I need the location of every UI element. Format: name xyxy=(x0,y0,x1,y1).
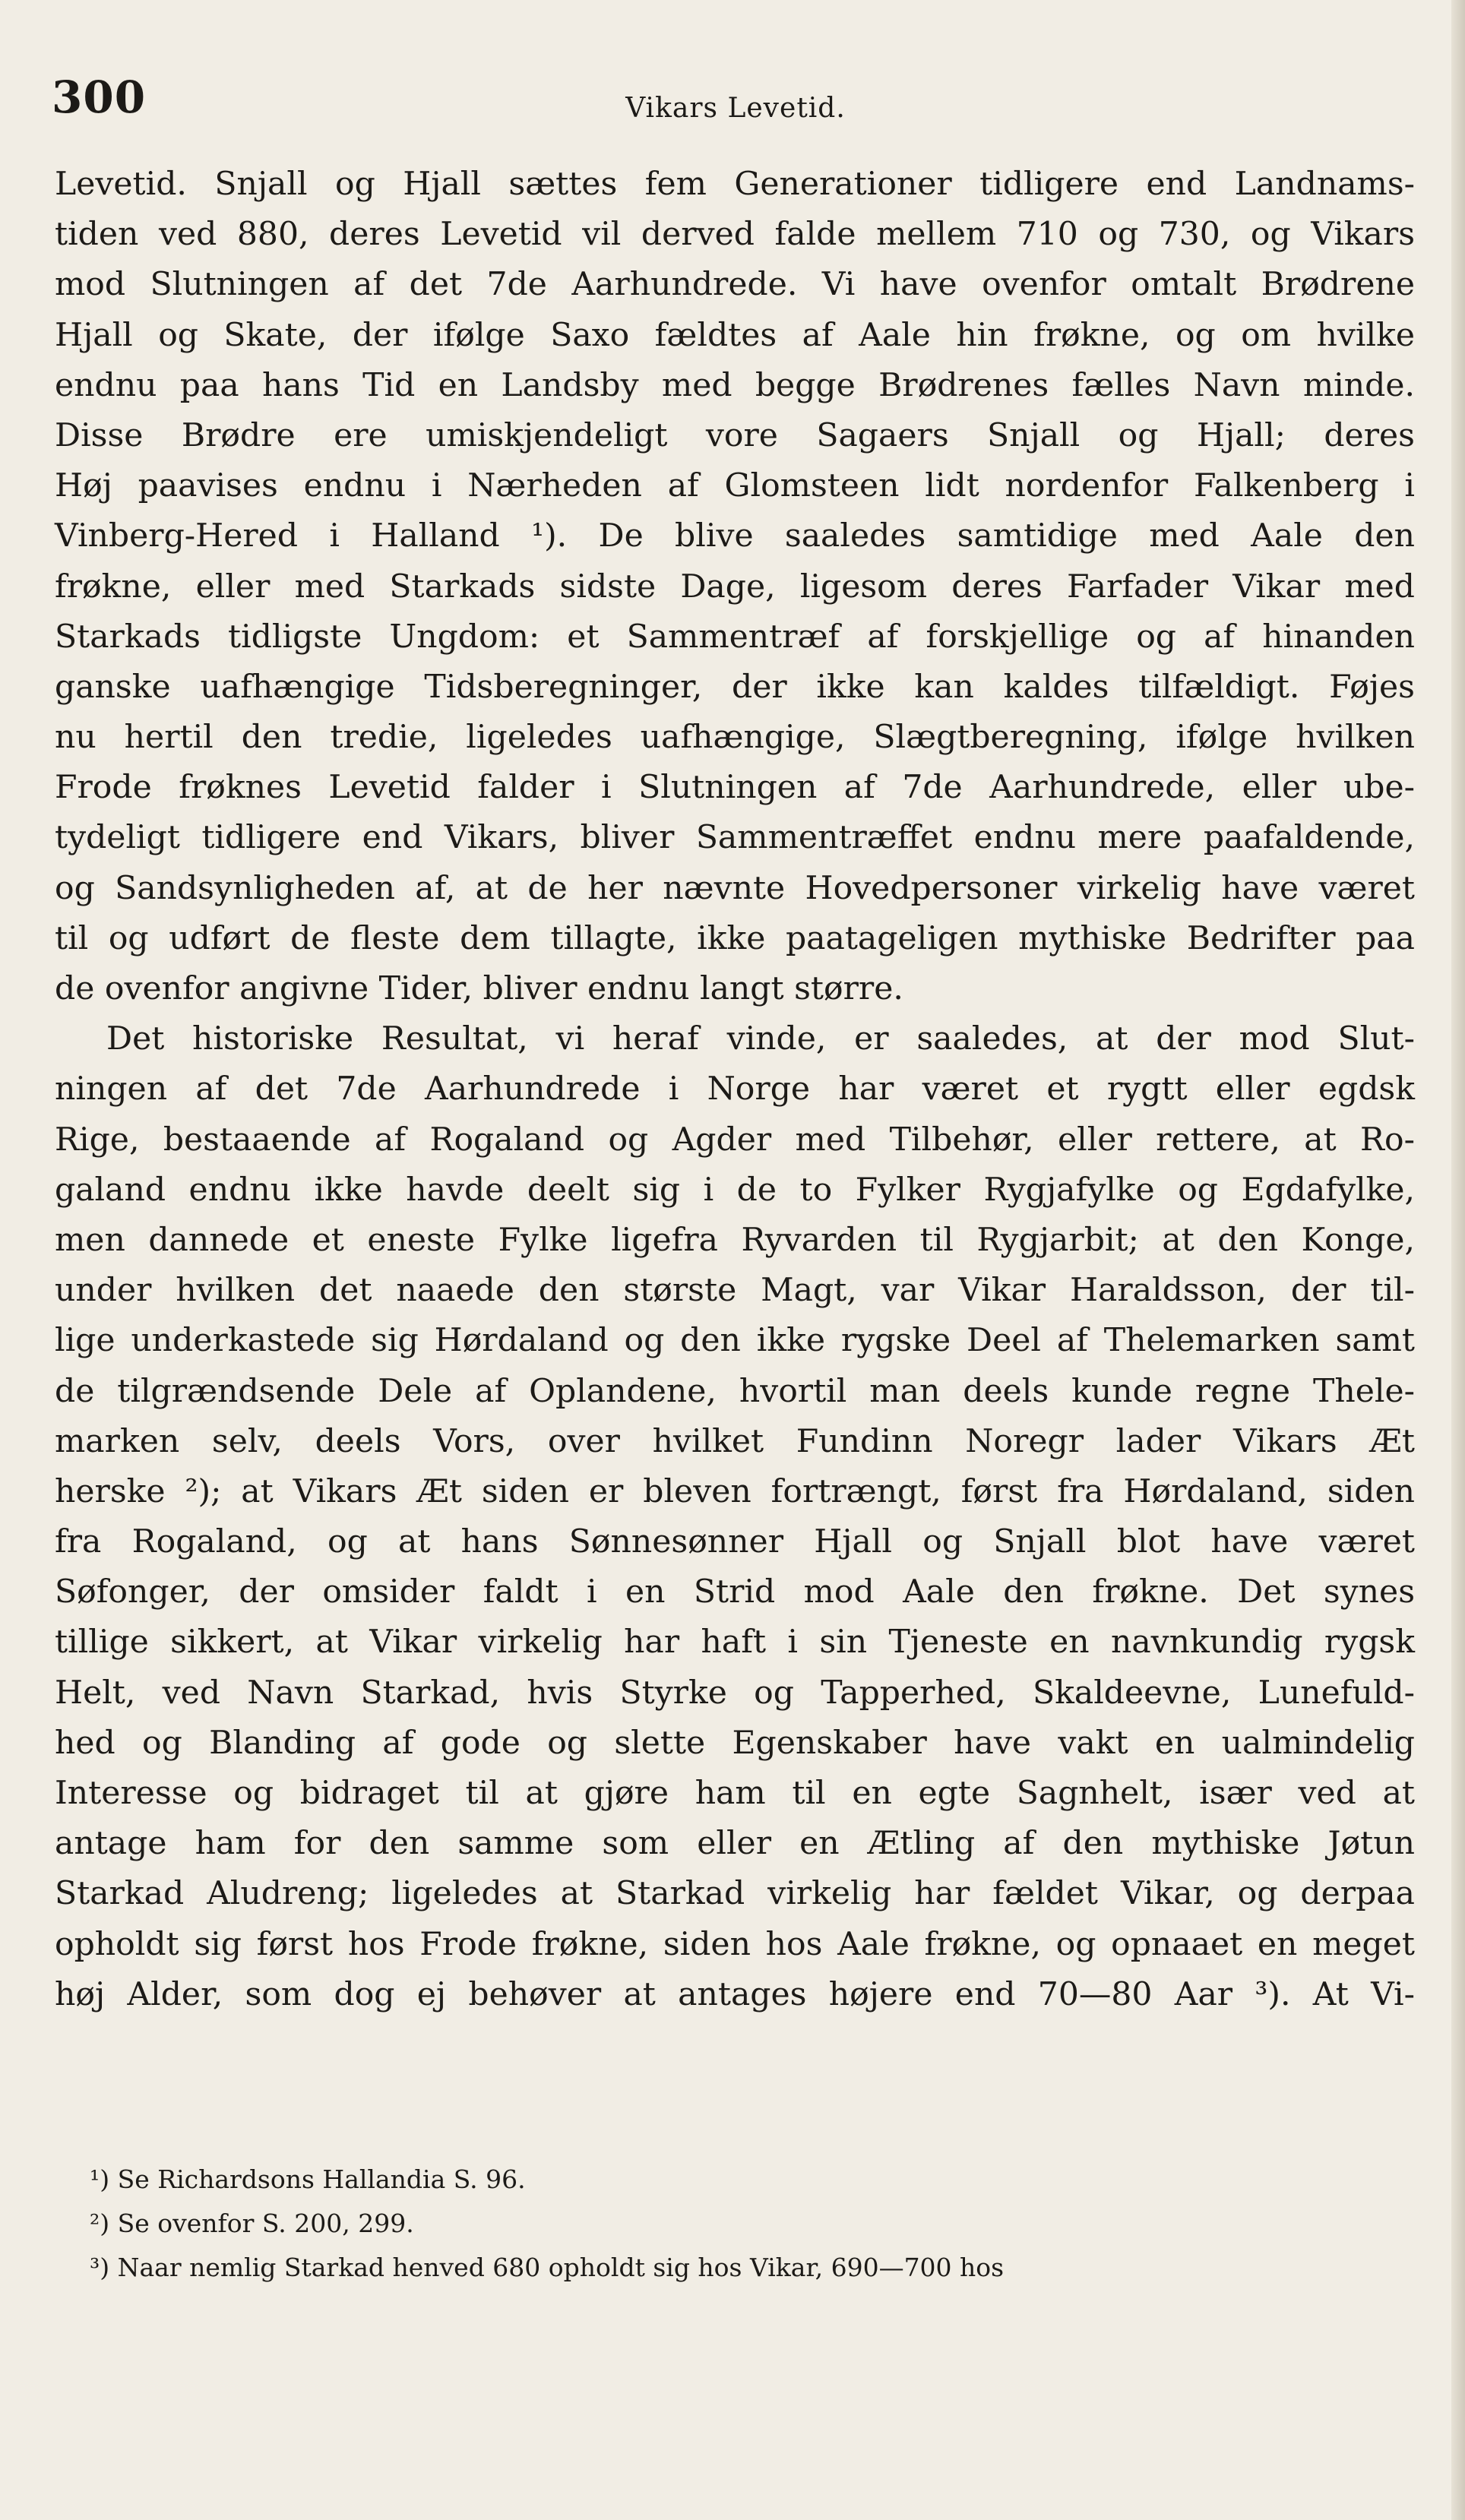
text-line: mod Slutningen af det 7de Aarhundrede. Vi have ovenfor omtalt Brødrene xyxy=(55,266,1415,304)
page-edge-shadow xyxy=(1451,0,1465,2520)
text-line: frøkne, eller med Starkads sidste Dage, ligesom deres Farfader Vikar med xyxy=(55,568,1415,605)
running-head: Vikars Levetid. xyxy=(625,93,846,124)
paragraph-end-line: de ovenfor angivne Tider, bliver endnu langt større. xyxy=(55,970,903,1007)
text-line: Starkad Aludreng; ligeledes at Starkad virkelig har fældet Vikar, og derpaa xyxy=(55,1875,1415,1913)
text-line: Starkads tidligste Ungdom: et Sammentræf af forskjellige og af hinanden xyxy=(55,618,1415,656)
text-line: Vinberg-Hered i Halland ¹). De blive saaledes samtidige med Aale den xyxy=(55,517,1415,555)
text-line: endnu paa hans Tid en Landsby med begge Brødrenes fælles Navn minde. xyxy=(55,366,1415,404)
text-line: tiden ved 880, deres Levetid vil derved falde mellem 710 og 730, og Vikars xyxy=(55,216,1415,254)
text-line: tydeligt tidligere end Vikars, bliver Sammentræffet endnu mere paafaldende, xyxy=(55,819,1415,857)
text-line: og Sandsynligheden af, at de her nævnte Hovedpersoner virkelig have været xyxy=(55,869,1415,907)
text-line: Helt, ved Navn Starkad, hvis Styrke og Tapperhed, Skaldeevne, Lunefuld- xyxy=(55,1674,1415,1712)
text-line: ganske uafhængige Tidsberegninger, der ikke kan kaldes tilfældigt. Føjes xyxy=(55,668,1415,706)
text-line: Frode frøknes Levetid falder i Slutningen af 7de Aarhundrede, eller ube- xyxy=(55,769,1415,807)
text-line: under hvilken det naaede den største Magt, var Vikar Haraldsson, der til- xyxy=(55,1272,1415,1310)
text-line: galand endnu ikke havde deelt sig i de to Fylker Rygjafylke og Egdafylke, xyxy=(55,1171,1415,1209)
text-line: Disse Brødre ere umiskjendeligt vore Sagaers Snjall og Hjall; deres xyxy=(55,416,1415,454)
text-line: hed og Blanding af gode og slette Egenskaber have vakt en ualmindelig xyxy=(55,1724,1415,1762)
page-number: 300 xyxy=(52,71,147,123)
text-line: Rige, bestaaende af Rogaland og Agder med Tilbehør, eller rettere, at Ro- xyxy=(55,1121,1415,1159)
footnote: ²) Se ovenfor S. 200, 299. xyxy=(90,2209,414,2238)
text-line: men dannede et eneste Fylke ligefra Ryvarden til Rygjarbit; at den Konge, xyxy=(55,1221,1415,1259)
text-line: til og udført de fleste dem tillagte, ikke paatageligen mythiske Bedrifter paa xyxy=(55,919,1415,957)
text-line: herske ²); at Vikars Æt siden er bleven fortrængt, først fra Hørdaland, siden xyxy=(55,1472,1415,1510)
text-line: Høj paavises endnu i Nærheden af Glomsteen lidt nordenfor Falkenberg i xyxy=(55,467,1415,505)
footnote: ¹) Se Richardsons Hallandia S. 96. xyxy=(90,2164,526,2194)
text-line: høj Alder, som dog ej behøver at antages højere end 70—80 Aar ³). At Vi- xyxy=(55,1975,1415,2013)
text-line: Interesse og bidraget til at gjøre ham til en egte Sagnhelt, især ved at xyxy=(55,1775,1415,1812)
text-line: Levetid. Snjall og Hjall sættes fem Generationer tidligere end Landnams- xyxy=(55,166,1415,203)
text-line: opholdt sig først hos Frode frøkne, siden hos Aale frøkne, og opnaaet en meget xyxy=(55,1925,1415,1963)
text-line: marken selv, deels Vors, over hvilket Fundinn Noregr lader Vikars Æt xyxy=(55,1422,1415,1460)
body-text xyxy=(55,160,1415,2020)
text-line: lige underkastede sig Hørdaland og den ikke rygske Deel af Thelemarken samt xyxy=(55,1322,1415,1360)
text-line: Hjall og Skate, der ifølge Saxo fældtes af Aale hin frøkne, og om hvilke xyxy=(55,316,1415,354)
text-line: tillige sikkert, at Vikar virkelig har haft i sin Tjeneste en navnkundig rygsk xyxy=(55,1624,1415,1662)
footnote: ³) Naar nemlig Starkad henved 680 opholdt sig hos Vikar, 690—700 hos xyxy=(90,2253,1005,2282)
text-line: nu hertil den tredie, ligeledes uafhængige, Slægtberegning, ifølge hvilken xyxy=(55,719,1415,757)
text-line: antage ham for den samme som eller en Ætling af den mythiske Jøtun xyxy=(55,1825,1415,1863)
page-header xyxy=(52,62,1419,131)
footnotes xyxy=(90,2158,1412,2290)
text-line: de tilgrændsende Dele af Oplandene, hvortil man deels kunde regne Thele- xyxy=(55,1372,1415,1410)
text-line: fra Rogaland, og at hans Sønnesønner Hjall og Snjall blot have været xyxy=(55,1523,1415,1561)
text-line: ningen af det 7de Aarhundrede i Norge har været et rygtt eller egdsk xyxy=(55,1070,1415,1108)
paragraph-start-line: Det historiske Resultat, vi heraf vinde, er saaledes, at der mod Slut- xyxy=(106,1020,1415,1058)
text-line: Søfonger, der omsider faldt i en Strid mod Aale den frøkne. Det synes xyxy=(55,1573,1415,1611)
